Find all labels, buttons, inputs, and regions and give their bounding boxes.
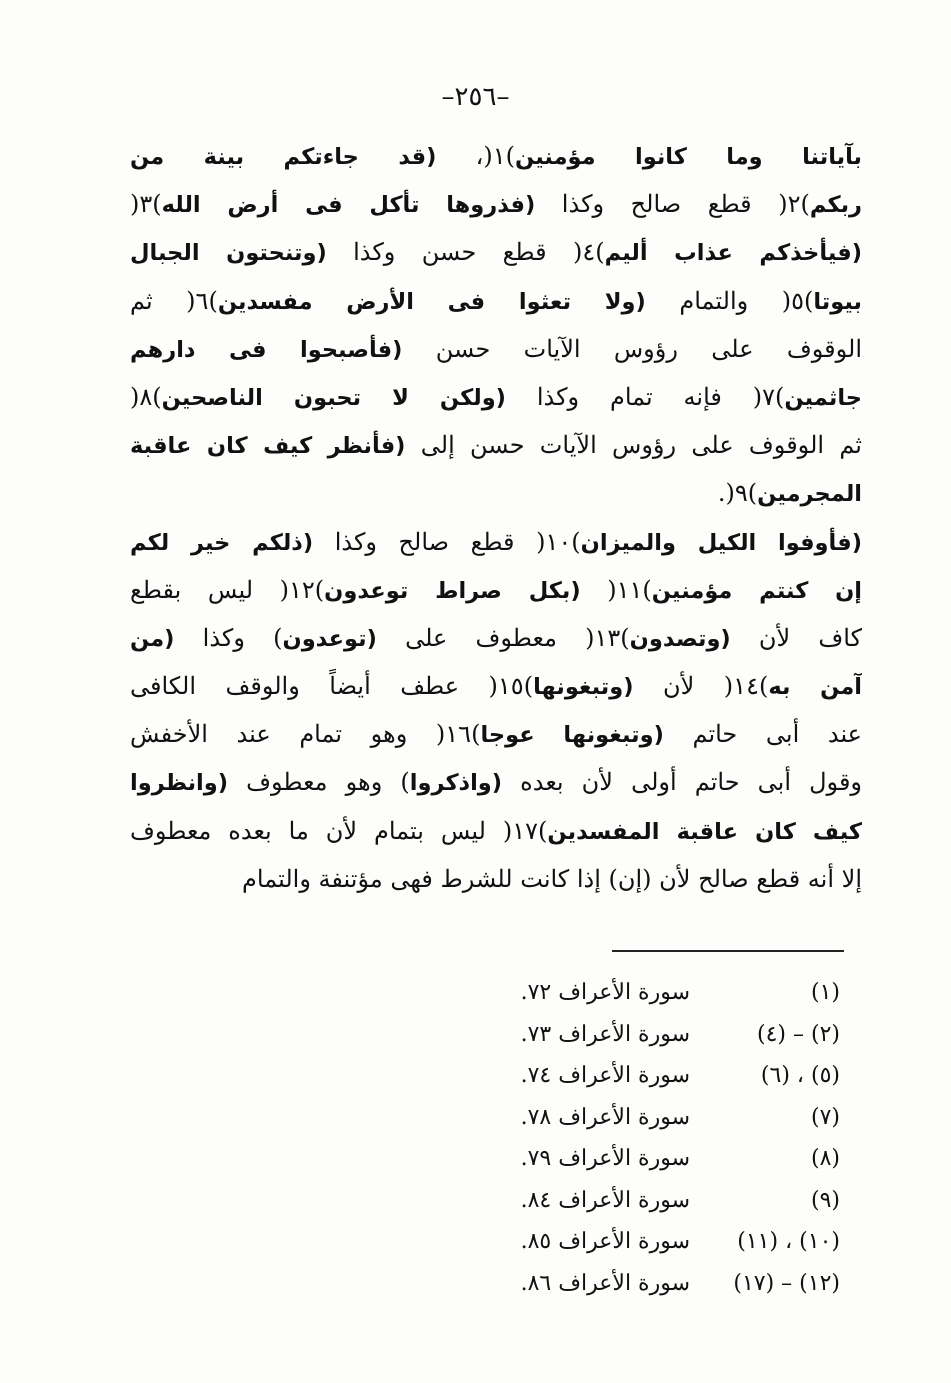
footnote-ref: (٥) ، (٦): [760, 1063, 840, 1088]
text-segment: )٧( فإنه تمام وكذا: [505, 382, 785, 411]
text-segment: )٨(: [130, 382, 162, 411]
text-line: [130, 518, 862, 566]
text-segment: )١٢( ليس بقطع: [130, 575, 325, 604]
footnote-ref: (٧): [810, 1104, 840, 1130]
quran-quote: المجرمين: [757, 481, 862, 508]
text-segment: ) وكذا: [174, 623, 283, 652]
footnote-source: سورة الأعراف ٨٦.: [520, 1270, 690, 1296]
footnote: [440, 1097, 840, 1139]
text-line: [130, 373, 862, 421]
footnote-source: سورة الأعراف ٧٢.: [520, 980, 690, 1005]
footnote: [440, 1055, 840, 1097]
text-line: [130, 277, 862, 325]
text-segment: )١٤( لأن: [633, 672, 769, 701]
quran-quote: جاثمين: [784, 384, 862, 411]
footnote-divider: [612, 950, 844, 952]
footnote: [440, 1263, 840, 1305]
footnote-source: سورة الأعراف ٧٨.: [520, 1104, 690, 1130]
text-segment: كاف لأن: [730, 623, 862, 652]
quran-quote: (بكل صراط توعدون: [324, 577, 581, 604]
text-line: [130, 421, 862, 469]
text-segment: )٦( ثم: [130, 286, 218, 315]
quran-quote: (فأصبحوا فى دارهم: [130, 336, 403, 363]
text-line: [130, 855, 862, 903]
footnotes: [440, 972, 840, 1304]
text-line: [130, 469, 862, 517]
text-segment: )١٠( قطع صالح وكذا: [313, 527, 581, 556]
footnote-source: سورة الأعراف ٧٩.: [520, 1146, 690, 1171]
footnote: [440, 1138, 840, 1180]
footnote: [440, 1014, 840, 1056]
text-segment: )١١(: [580, 575, 652, 604]
quran-quote: (ولكن لا تحبون الناصحين: [161, 384, 506, 411]
footnote-ref: (٩): [810, 1187, 840, 1213]
page-number: –٢٥٦–: [441, 82, 510, 112]
footnote-source: سورة الأعراف ٨٤.: [520, 1187, 690, 1213]
text-line: [130, 180, 862, 228]
quran-quote: (وانظروا: [130, 770, 229, 797]
text-segment: عند أبى حاتم: [663, 720, 862, 749]
quran-quote: آمن به: [768, 674, 862, 701]
quran-quote: (فيأخذكم عذاب أليم: [604, 240, 862, 267]
footnote-ref: (١٠) ، (١١): [737, 1229, 840, 1254]
quran-quote: (وتصدون: [629, 625, 731, 652]
text-line: [130, 710, 862, 758]
text-segment: )١٦( وهو تمام عند الأخفش: [130, 720, 481, 749]
text-segment: وقول أبى حاتم أولى لأن بعده: [502, 768, 862, 797]
footnote-source: سورة الأعراف ٧٤.: [520, 1063, 690, 1088]
text-segment: )١٣( معطوف على: [376, 623, 630, 652]
quran-quote: (ذلكم خير لكم: [130, 529, 314, 556]
quran-quote: (وتنحتون الجبال: [130, 240, 327, 267]
footnote-ref: (١٢) – (١٧): [733, 1270, 840, 1296]
footnote-source: سورة الأعراف ٧٣.: [520, 1021, 690, 1047]
text-segment: )١٧( ليس بتمام لأن ما بعده معطوف: [130, 816, 548, 845]
text-segment: )٢( قطع صالح وكذا: [535, 190, 810, 219]
quran-quote: (قد جاءتكم بينة من: [130, 144, 437, 170]
text-segment: ثم الوقوف على رؤوس الآيات حسن إلى: [405, 431, 862, 460]
footnote-ref: (٢) – (٤): [757, 1021, 840, 1047]
quran-quote: إن كنتم مؤمنين: [651, 577, 862, 604]
text-line: [130, 758, 862, 806]
text-segment: ) وهو معطوف: [228, 768, 410, 797]
quran-quote: كيف كان عاقبة المفسدين: [547, 818, 862, 845]
quran-quote: بيوتا: [813, 288, 862, 315]
text-segment: إلا أنه قطع صالح لأن (إن) إذا كانت للشرط فهى مؤتنفة والتمام: [242, 864, 862, 893]
footnote: [440, 1180, 840, 1222]
quran-quote: بآياتنا وما كانوا مؤمنين: [515, 144, 862, 170]
footnote: [440, 1221, 840, 1263]
quran-quote: (توعدون: [282, 625, 377, 652]
quran-quote: (فذروها تأكل فى أرض الله: [161, 192, 536, 219]
text-segment: الوقوف على رؤوس الآيات حسن: [402, 334, 862, 363]
quran-quote: (واذكروا: [409, 770, 503, 797]
text-segment: )٣(: [130, 190, 162, 219]
text-line: [130, 614, 862, 662]
quran-quote: ربكم: [809, 192, 862, 219]
text-segment: )١(،: [436, 142, 515, 170]
text-segment: )٤( قطع حسن وكذا: [326, 238, 605, 267]
quran-quote: (وتبغونها عوجا: [480, 722, 664, 749]
text-segment: )١٥( عطف أيضاً والوقف الكافى: [130, 672, 534, 701]
body-text: [130, 132, 862, 903]
quran-quote: (من: [130, 625, 175, 652]
footnote-ref: (٨): [810, 1146, 840, 1171]
text-line: [130, 325, 862, 373]
footnote-source: سورة الأعراف ٨٥.: [520, 1229, 690, 1254]
footnote: [440, 972, 840, 1014]
text-segment: )٥( والتمام: [645, 286, 814, 315]
text-line: [130, 132, 862, 180]
text-line: [130, 228, 862, 276]
text-segment: )٩(.: [717, 479, 758, 508]
text-line: [130, 807, 862, 855]
quran-quote: (وتبغونها: [533, 674, 634, 701]
quran-quote: (ولا تعثوا فى الأرض مفسدين: [217, 288, 646, 315]
text-line: [130, 662, 862, 710]
text-line: [130, 566, 862, 614]
quran-quote: (فأوفوا الكيل والميزان: [580, 529, 862, 556]
footnote-ref: (١): [810, 980, 840, 1005]
quran-quote: (فأنظر كيف كان عاقبة: [130, 433, 406, 460]
